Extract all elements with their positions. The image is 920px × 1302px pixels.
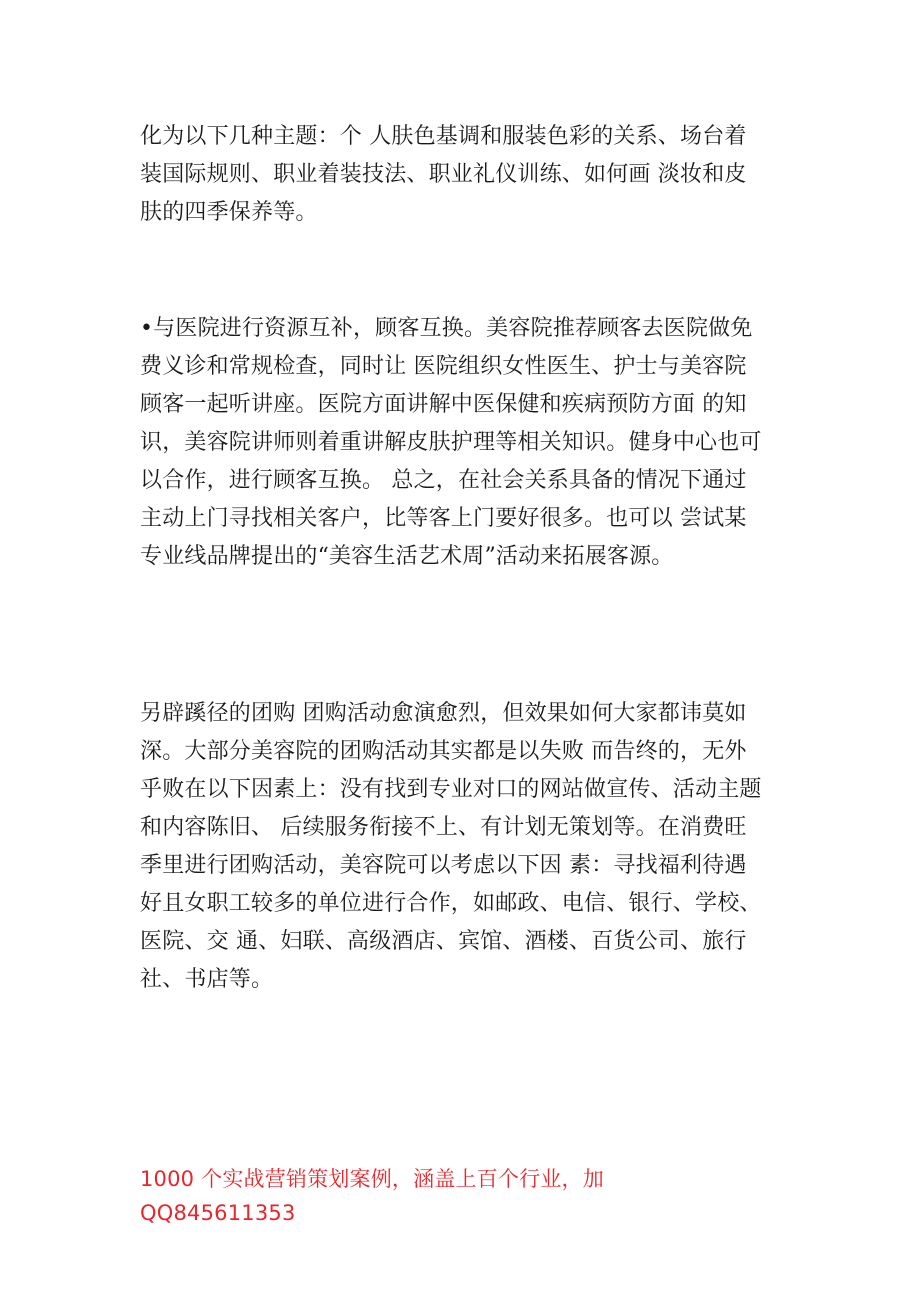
text-line: 社、书店等。 [140, 967, 274, 992]
text-line: 医院、交 通、妇联、高级酒店、宾馆、酒楼、百货公司、旅行 [140, 929, 747, 954]
promo-line: 1000 个实战营销策划案例，涵盖上百个行业，加 [140, 1167, 604, 1191]
text-line: 装国际规则、职业着装技法、职业礼仪训练、如何画 淡妆和皮 [140, 162, 747, 187]
text-line: •与医院进行资源互补，顾客互换。美容院推荐顾客去医院做免 [140, 316, 753, 341]
text-line: 专业线品牌提出的“美容生活艺术周”活动来拓展客源。 [140, 544, 674, 569]
text-line: 顾客一起听讲座。医院方面讲解中医保健和疾病预防方面 的知 [140, 392, 747, 417]
text-line: 深。大部分美容院的团购活动其实都是以失败 而告终的，无外 [140, 739, 747, 764]
paragraph-image-themes [140, 118, 790, 232]
paragraph-hospital-cooperation [140, 310, 790, 576]
promo-notice [140, 1162, 790, 1230]
text-line: 化为以下几种主题：个 人肤色基调和服装色彩的关系、场台着 [140, 124, 747, 149]
text-line: 以合作，进行顾客互换。 总之，在社会关系具备的情况下通过 [140, 468, 747, 493]
text-line: 主动上门寻找相关客户，比等客上门要好很多。也可以 尝试某 [140, 506, 747, 531]
text-line: 识，美容院讲师则着重讲解皮肤护理等相关知识。健身中心也可 [140, 430, 762, 455]
text-line: 肤的四季保养等。 [140, 200, 318, 225]
text-line: 费义诊和常规检查，同时让 医院组织女性医生、护士与美容院 [140, 354, 747, 379]
text-line: 季里进行团购活动，美容院可以考虑以下因 素：寻找福利待遇 [140, 853, 747, 878]
paragraph-group-buying [140, 695, 790, 999]
promo-qq-number: QQ845611353 [140, 1201, 296, 1225]
text-line: 乎败在以下因素上：没有找到专业对口的网站做宣传、活动主题 [140, 777, 762, 802]
text-line: 好且女职工较多的单位进行合作，如邮政、电信、银行、学校、 [140, 891, 762, 916]
text-line: 另辟蹊径的团购 团购活动愈演愈烈，但效果如何大家都讳莫如 [140, 701, 747, 726]
text-line: 和内容陈旧、 后续服务衔接不上、有计划无策划等。在消费旺 [140, 815, 747, 840]
